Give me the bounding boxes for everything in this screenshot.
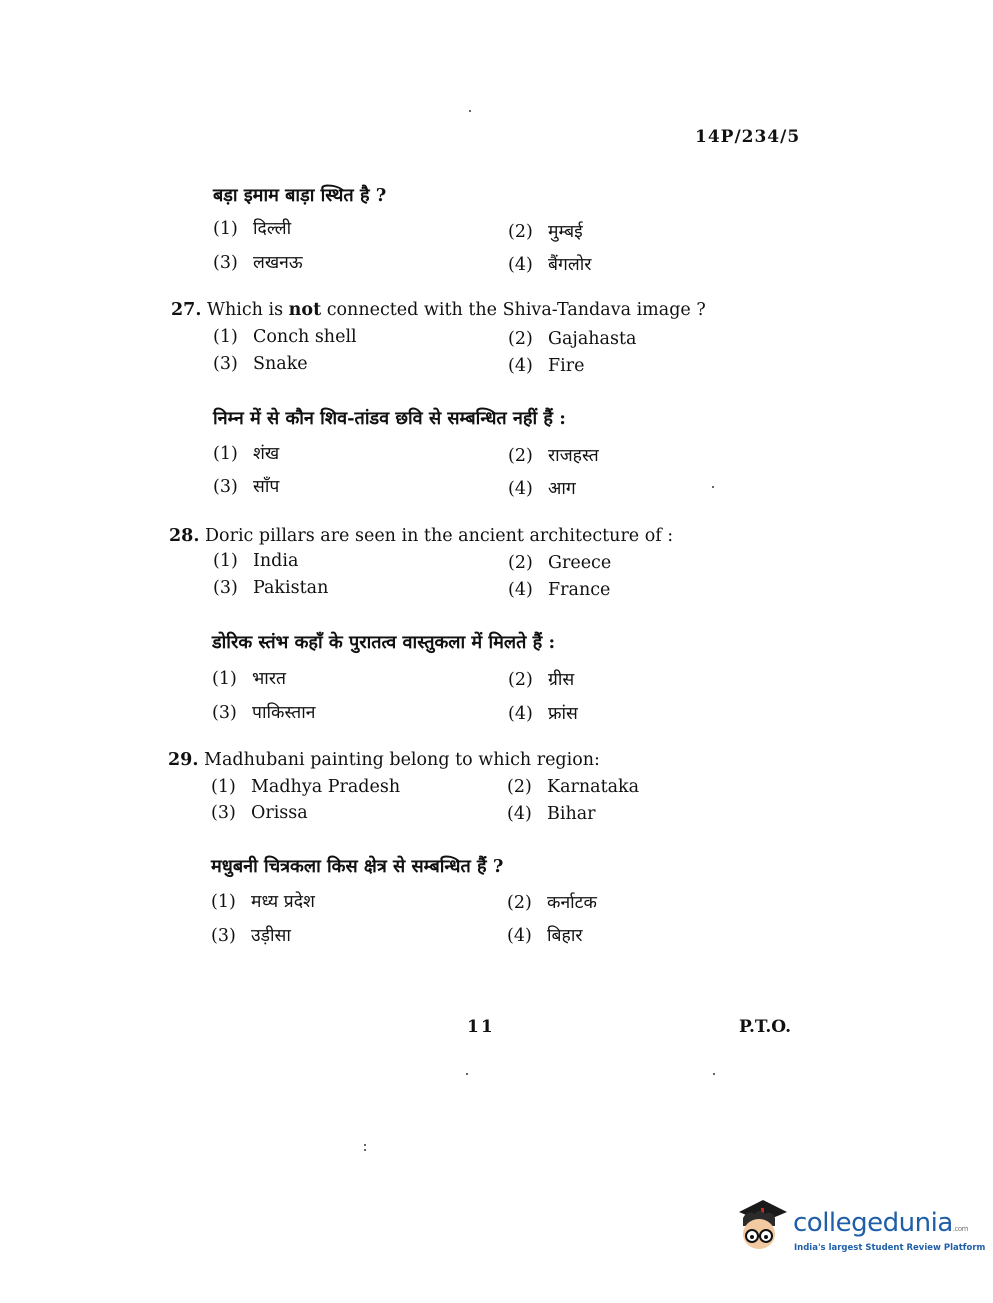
q28-hindi-option-4: (4) फ्रांस (508, 704, 578, 724)
q28-hindi-option-2: (2) ग्रीस (508, 670, 575, 690)
scan-speck (712, 486, 714, 488)
q28-hindi-option-3: (3) पाकिस्तान (212, 703, 316, 723)
q29-number: 29. (168, 750, 199, 770)
q29-option-2: (2) Karnataka (507, 777, 640, 797)
scan-speck (466, 1073, 468, 1075)
q27-option-3: (3) Snake (213, 354, 308, 374)
q27-hindi-question: निम्न में से कौन शिव-तांडव छवि से सम्बन्धित नहीं हैं : (213, 408, 566, 429)
q27-number: 27. (171, 300, 202, 320)
q27-option-4: (4) Fire (508, 356, 585, 376)
q28-option-2: (2) Greece (508, 553, 612, 573)
scan-speck (469, 110, 471, 112)
q29-hindi-question: मधुबनी चित्रकला किस क्षेत्र से सम्बन्धित हैं ? (211, 856, 504, 877)
q26-hindi-option-2: (2) मुम्बई (508, 222, 583, 242)
q27-hindi-option-4: (4) आग (508, 479, 576, 499)
logo-tagline: India's largest Student Review Platform (794, 1243, 986, 1253)
q28-option-1: (1) India (213, 551, 299, 571)
q29-hindi-option-1: (1) मध्य प्रदेश (211, 892, 315, 912)
q27-hindi-option-3: (3) साँप (213, 477, 280, 497)
q26-hindi-option-3: (3) लखनऊ (213, 253, 303, 273)
q26-hindi-option-1: (1) दिल्ली (213, 219, 292, 239)
mascot-icon (733, 1196, 789, 1254)
q27-question: 27. Which is not connected with the Shiva-Tandava image ? (171, 300, 706, 320)
q27-option-1: (1) Conch shell (213, 327, 357, 347)
q28-option-4: (4) France (508, 580, 611, 600)
paper-code: 14P/234/5 (695, 127, 801, 147)
q26-hindi-option-4: (4) बैंगलोर (508, 255, 592, 275)
collegedunia-logo[interactable] (733, 1196, 986, 1258)
q29-hindi-option-3: (3) उड़ीसा (211, 926, 291, 946)
pto-label: P.T.O. (739, 1017, 791, 1037)
q28-number: 28. (169, 526, 200, 546)
q28-question: 28. Doric pillars are seen in the ancient architecture of : (169, 526, 674, 546)
q27-option-2: (2) Gajahasta (508, 329, 637, 349)
q27-hindi-option-2: (2) राजहस्त (508, 446, 599, 466)
logo-wordmark: collegedunia.com (793, 1208, 968, 1238)
page-number: 11 (467, 1017, 495, 1037)
scan-speck (364, 1149, 366, 1151)
q28-hindi-option-1: (1) भारत (212, 669, 286, 689)
q28-hindi-question: डोरिक स्तंभ कहाँ के पुरातत्व वास्तुकला में मिलते हैं : (212, 632, 556, 653)
q29-question: 29. Madhubani painting belong to which region: (168, 750, 600, 770)
q29-option-3: (3) Orissa (211, 803, 308, 823)
q29-option-1: (1) Madhya Pradesh (211, 777, 401, 797)
scan-speck (713, 1073, 715, 1075)
q28-option-3: (3) Pakistan (213, 578, 329, 598)
q29-hindi-option-4: (4) बिहार (507, 926, 583, 946)
scan-speck (364, 1144, 366, 1146)
q29-option-4: (4) Bihar (507, 804, 596, 824)
q26-hindi-question: बड़ा इमाम बाड़ा स्थित है ? (213, 185, 387, 206)
q29-hindi-option-2: (2) कर्नाटक (507, 893, 597, 913)
q27-hindi-option-1: (1) शंख (213, 444, 280, 464)
